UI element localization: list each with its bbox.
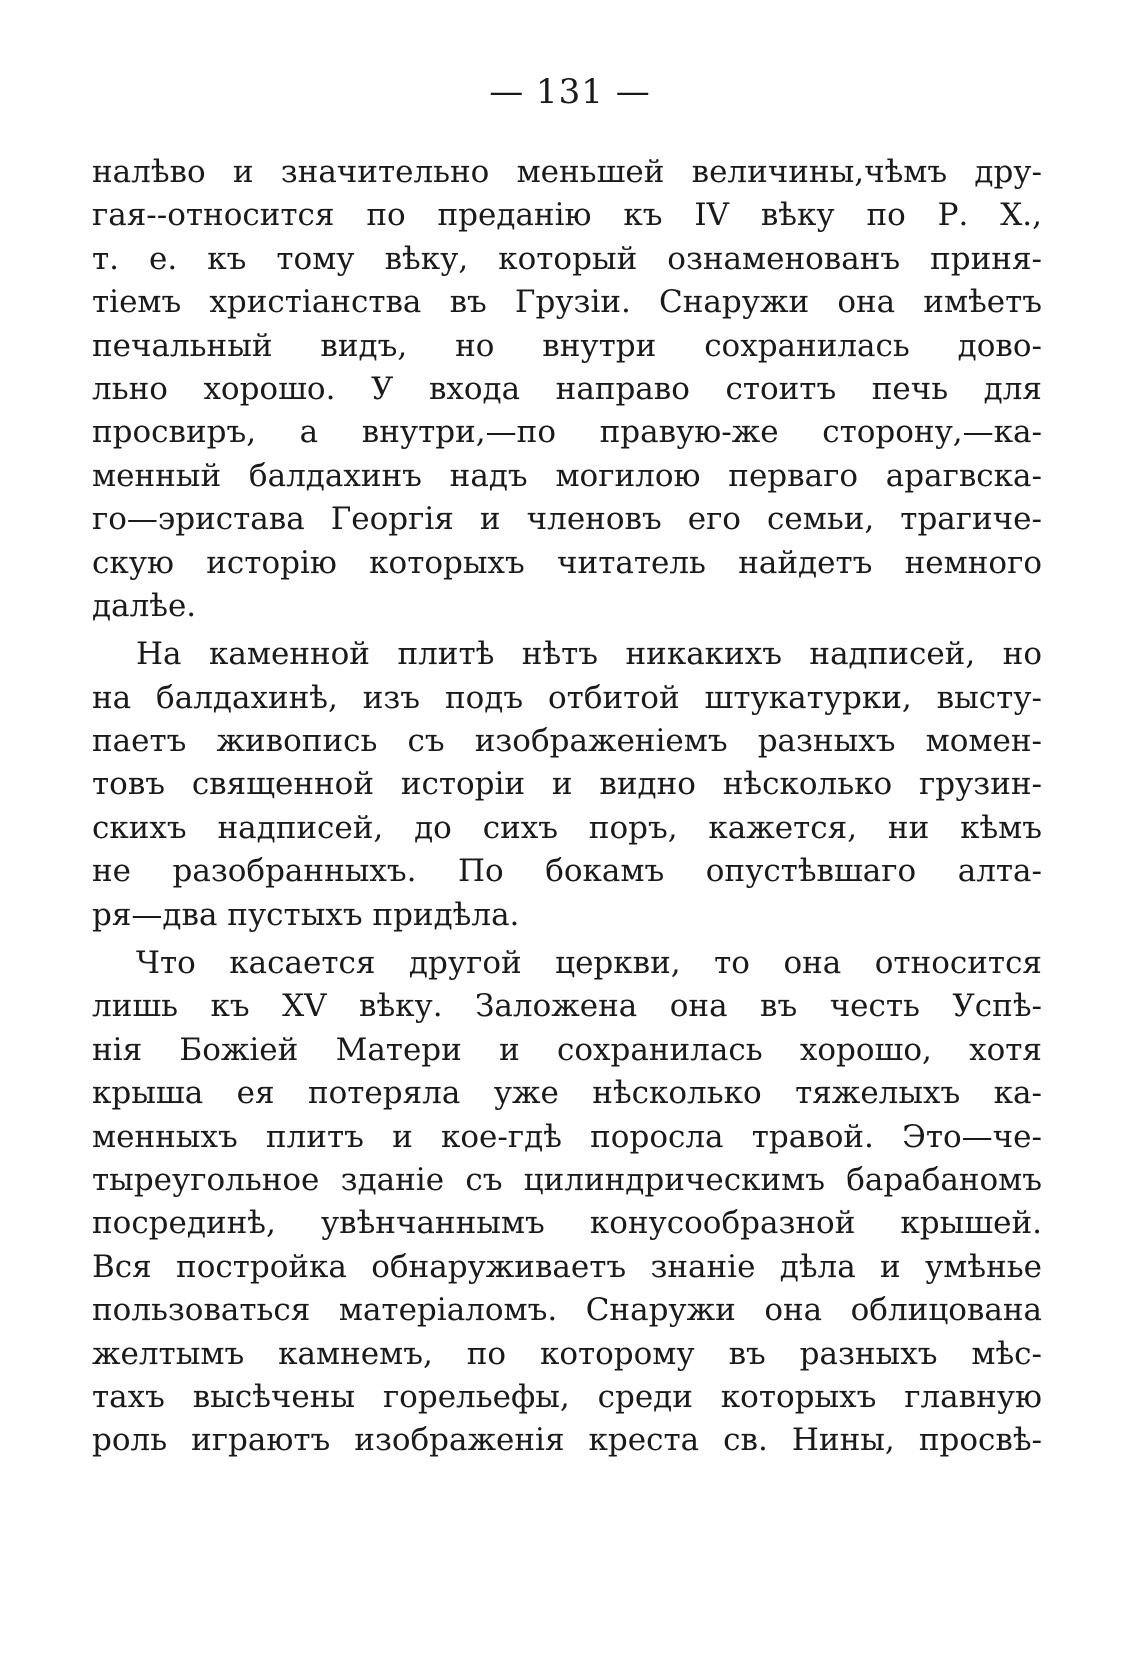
text-line: льно хорошо. У входа направо стоитъ печь для: [92, 370, 1042, 407]
text-line: т. е. къ тому вѣку, который ознаменованъ приня-: [92, 240, 1042, 277]
text-line: скихъ надписей, до сихъ поръ, кажется, ни кѣмъ: [92, 809, 1042, 846]
text-line: тахъ высѣчены горельефы, среди которыхъ главную: [92, 1378, 1042, 1415]
text-line: тыреугольное зданіе съ цилиндрическимъ барабаномъ: [92, 1161, 1042, 1198]
text-line: крыша ея потеряла уже нѣсколько тяжелыхъ ка-: [92, 1075, 1042, 1112]
text-line: го—эристава Георгія и членовъ его семьи, трагиче-: [92, 501, 1042, 538]
text-line: Что касается другой церкви, то она относится: [136, 945, 1042, 982]
text-line: товъ священной исторіи и видно нѣсколько грузин-: [92, 766, 1042, 803]
text-line: далѣе.: [92, 587, 197, 624]
text-line: посрединѣ, увѣнчаннымъ конусообразной крышей.: [92, 1205, 1042, 1242]
body-text: [92, 151, 1042, 1463]
paragraph-1: [92, 151, 1042, 628]
text-line: на балдахинѣ, изъ подъ отбитой штукатурки, высту-: [92, 679, 1042, 716]
paragraph-2: [92, 633, 1042, 937]
text-line: скую исторію которыхъ читатель найдетъ немного: [92, 544, 1042, 581]
text-line: менныхъ плитъ и кое-гдѣ поросла травой. Это—че-: [92, 1118, 1042, 1155]
text-line: печальный видъ, но внутри сохранилась дово-: [92, 327, 1042, 364]
text-line: тіемъ христіанства въ Грузіи. Снаружи она имѣетъ: [92, 284, 1042, 321]
text-line: пользоваться матеріаломъ. Снаружи она облицована: [92, 1292, 1042, 1329]
text-line: ря—два пустыхъ придѣла.: [92, 896, 520, 933]
paragraph-3: [92, 942, 1042, 1463]
page-number: — 131 —: [489, 72, 651, 112]
text-line: не разобранныхъ. По бокамъ опустѣвшаго алта-: [92, 853, 1042, 890]
text-line: гая--относится по преданію къ IV вѣку по Р. Х.,: [92, 197, 1042, 234]
text-line: налѣво и значительно меньшей величины,чѣмъ дру-: [92, 154, 1042, 190]
text-line: желтымъ камнемъ, по которому въ разныхъ мѣс-: [92, 1335, 1042, 1372]
text-line: менный балдахинъ надъ могилою перваго арагвска-: [92, 457, 1042, 494]
text-line: роль играютъ изображенія креста св. Нины, просвѣ-: [92, 1422, 1042, 1459]
text-line: На каменной плитѣ нѣтъ никакихъ надписей, но: [136, 636, 1042, 673]
text-line: паетъ живопись съ изображеніемъ разныхъ момен-: [92, 723, 1042, 760]
text-line: Вся постройка обнаруживаетъ знаніе дѣла и умѣнье: [92, 1248, 1042, 1285]
text-line: нія Божіей Матери и сохранилась хорошо, хотя: [92, 1031, 1042, 1068]
text-line: просвиръ, а внутри,—по правую-же сторону,—ка-: [92, 414, 1042, 451]
text-line: лишь къ XV вѣку. Заложена она въ честь Успѣ-: [92, 988, 1042, 1025]
